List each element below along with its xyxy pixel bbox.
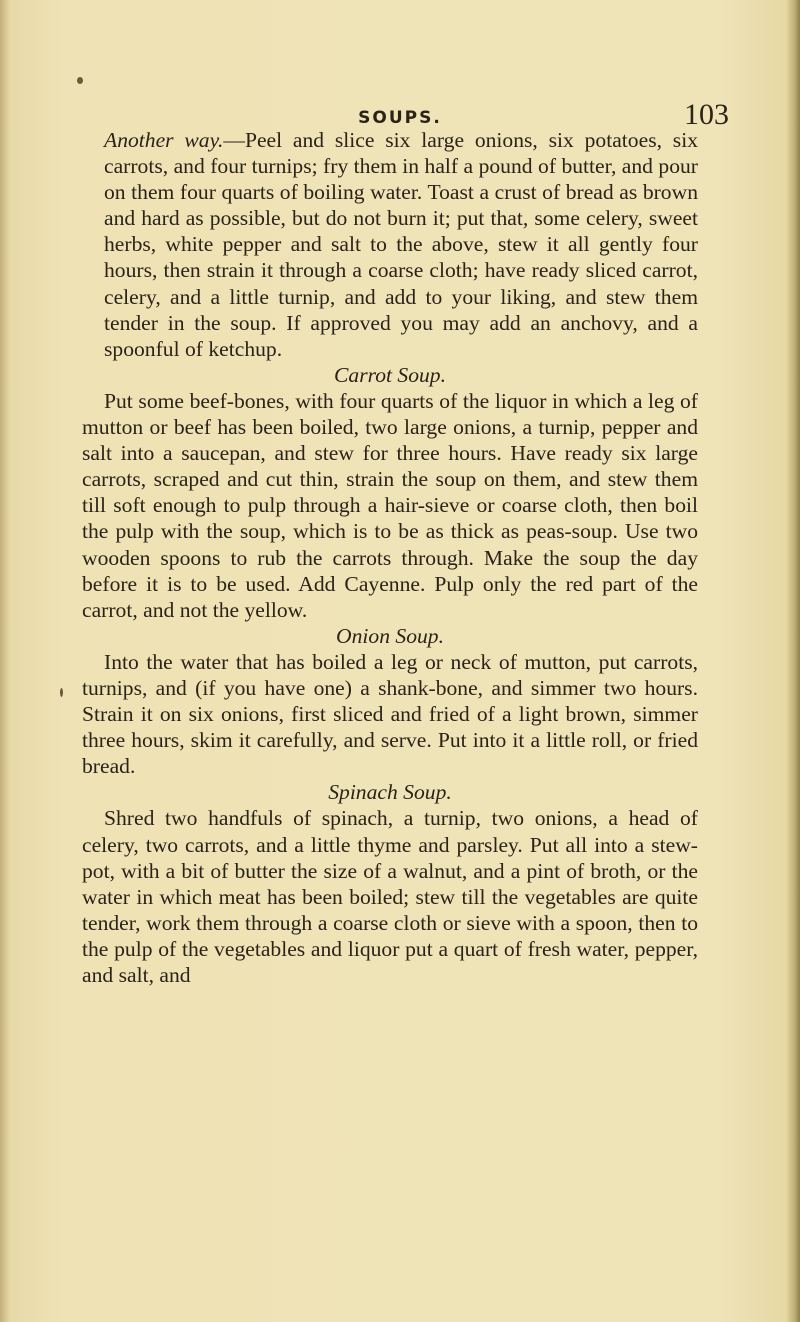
ink-speck bbox=[77, 77, 83, 84]
intro-body: —Peel and slice six large onions, six potatoes, six carrots, and four turnips; fry them in half a pound of butter, and pour on them four quarts of boiling water. Toast a crust of bread as brown and hard as possible, but do not burn it; put that, some celery, sweet herbs, white pepper and salt to the above, stew it all gently four hours, then strain it through a coarse cloth; have ready sliced carrot, celery, and a little turnip, and add to your liking, and stew them tender in the soup. If approved you may add an anchovy, and a spoonful of ketchup. bbox=[104, 128, 698, 361]
recipe-body-spinach: Shred two handfuls of spinach, a turnip, two onions, a head of celery, two carrots, and a little thyme and parsley. Put all into a stew-pot, with a bit of butter the size of a walnut, and a pint of broth, or the water in which meat has been boiled; stew till the vegetables are quite tender, work them through a coarse cloth or sieve with a spoon, then to the pulp of the vegetables and liquor put a quart of fresh water, pepper, and salt, and bbox=[82, 806, 698, 987]
page-number: 103 bbox=[684, 98, 729, 131]
intro-lead: Another way. bbox=[104, 128, 224, 152]
recipe-title-onion: Onion Soup. bbox=[336, 623, 444, 648]
recipe-title-carrot: Carrot Soup. bbox=[334, 362, 446, 387]
ink-speck bbox=[60, 688, 63, 697]
recipe-body-onion: Into the water that has boiled a leg or neck of mutton, put carrots, turnips, and (if you have one) a shank-bone, and simmer two hours. Strain it on six onions, first sliced and fried of a light brown, simmer three hours, skim it carefully, and serve. Put into it a little roll, or fried bread. bbox=[82, 649, 698, 779]
page-edge-shadow bbox=[786, 0, 800, 1322]
page-gutter-shadow bbox=[0, 0, 10, 1322]
running-head: SOUPS. bbox=[358, 108, 442, 128]
intro-paragraph bbox=[82, 127, 698, 362]
recipe-title-spinach: Spinach Soup. bbox=[328, 780, 452, 805]
body-text bbox=[82, 127, 698, 988]
recipe-body-carrot: Put some beef-bones, with four quarts of the liquor in which a leg of mutton or beef has been boiled, two large onions, a turnip, pepper and salt into a saucepan, and stew for three hours. Have ready six large carrots, scraped and cut thin, strain the soup on them, and stew them till soft enough to pulp through a hair-sieve or coarse cloth, then boil the pulp with the soup, which is to be as thick as peas-soup. Use two wooden spoons to rub the carrots through. Make the soup the day before it is to be used. Add Cayenne. Pulp only the red part of the carrot, and not the yellow. bbox=[82, 388, 698, 622]
